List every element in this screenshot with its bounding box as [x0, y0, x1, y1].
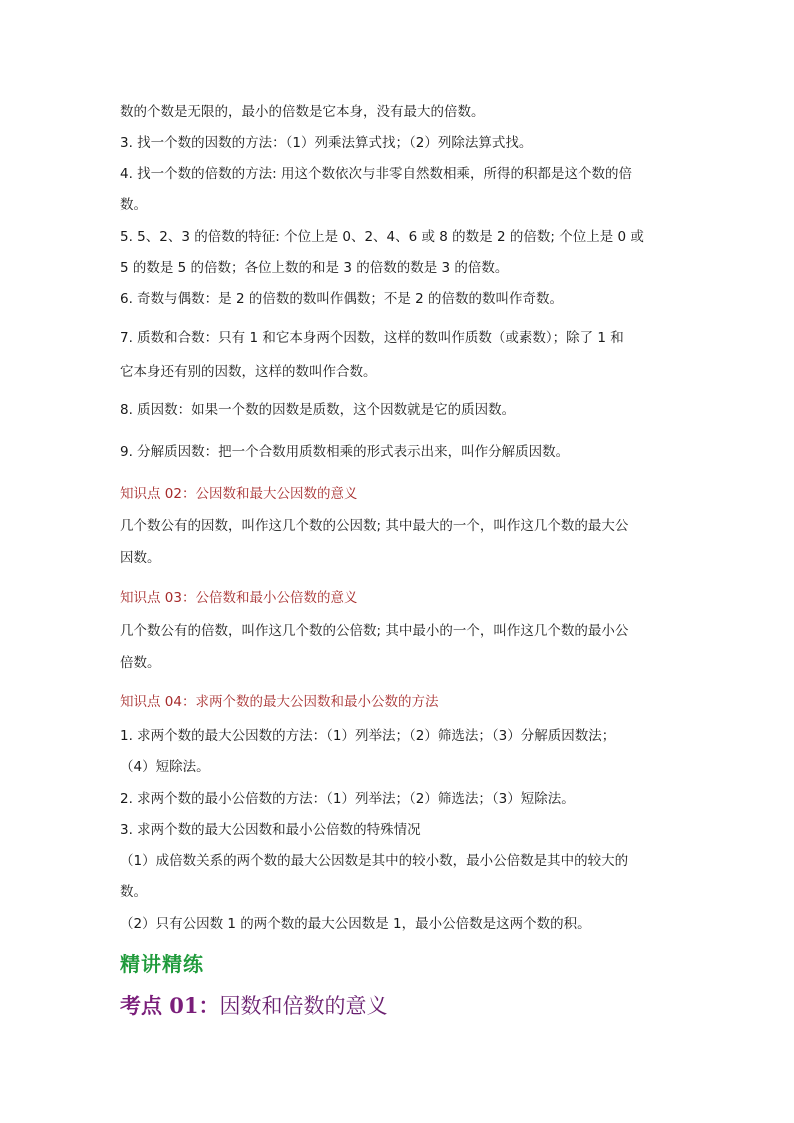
paragraph-multiples-infinite: 数的个数是无限的，最小的倍数是它本身，没有最大的倍数。 [120, 104, 485, 120]
kp03-text-line1: 几个数公有的倍数，叫作这几个数的公倍数; 其中最小的一个，叫作这几个数的最小公 [120, 623, 629, 639]
kp03-text-line2: 倍数。 [120, 655, 161, 671]
kp04-line2: （4）短除法。 [120, 759, 210, 775]
exam-point-label: 考点 01： [120, 993, 220, 1018]
kp02-text-line2: 因数。 [120, 550, 161, 566]
paragraph-find-multiples-line1: 4. 找一个数的倍数的方法: 用这个数依次与非零自然数相乘，所得的积都是这个数的倍 [120, 166, 633, 182]
kp04-line6: 数。 [120, 884, 147, 900]
paragraph-find-multiples-line2: 数。 [120, 197, 147, 213]
section-title: 精讲精练 [120, 952, 204, 976]
kp04-line5: （1）成倍数关系的两个数的最大公因数是其中的较小数，最小公倍数是其中的较大的 [120, 853, 629, 869]
paragraph-prime-composite-line1: 7. 质数和合数：只有 1 和它本身两个因数，这样的数叫作质数（或素数）；除了 1 和 [120, 330, 624, 346]
paragraph-multiple-features-line2: 5 的数是 5 的倍数；各位上数的和是 3 的倍数的数是 3 的倍数。 [120, 260, 509, 276]
kp04-line4: 3. 求两个数的最大公因数和最小公倍数的特殊情况 [120, 822, 421, 838]
heading-knowledge-point-04: 知识点 04：求两个数的最大公因数和最小公数的方法 [120, 694, 439, 710]
paragraph-prime-factor: 8. 质因数：如果一个数的因数是质数，这个因数就是它的质因数。 [120, 402, 516, 418]
kp04-line3: 2. 求两个数的最小公倍数的方法：（1）列举法；（2）筛选法；（3）短除法。 [120, 791, 575, 807]
paragraph-odd-even: 6. 奇数与偶数：是 2 的倍数的数叫作偶数；不是 2 的倍数的数叫作奇数。 [120, 291, 564, 307]
heading-knowledge-point-03: 知识点 03：公倍数和最小公倍数的意义 [120, 590, 358, 606]
paragraph-find-factors: 3. 找一个数的因数的方法：（1）列乘法算式找；（2）列除法算式找。 [120, 135, 533, 151]
heading-knowledge-point-02: 知识点 02：公因数和最大公因数的意义 [120, 486, 358, 502]
paragraph-multiple-features-line1: 5. 5、2、3 的倍数的特征: 个位上是 0、2、4、6 或 8 的数是 2 的倍数; 个位上是 0 或 [120, 229, 644, 245]
paragraph-prime-factorization: 9. 分解质因数：把一个合数用质数相乘的形式表示出来，叫作分解质因数。 [120, 444, 570, 460]
kp04-line7: （2）只有公因数 1 的两个数的最大公因数是 1，最小公倍数是这两个数的积。 [120, 916, 591, 932]
paragraph-prime-composite-line2: 它本身还有别的因数，这样的数叫作合数。 [120, 364, 377, 380]
kp02-text-line1: 几个数公有的因数，叫作这几个数的公因数; 其中最大的一个，叫作这几个数的最大公 [120, 518, 629, 534]
kp04-line1: 1. 求两个数的最大公因数的方法：（1）列举法；（2）筛选法；（3）分解质因数法； [120, 728, 616, 744]
exam-point-title: 因数和倍数的意义 [219, 994, 388, 1018]
exam-point-heading [120, 990, 388, 1020]
